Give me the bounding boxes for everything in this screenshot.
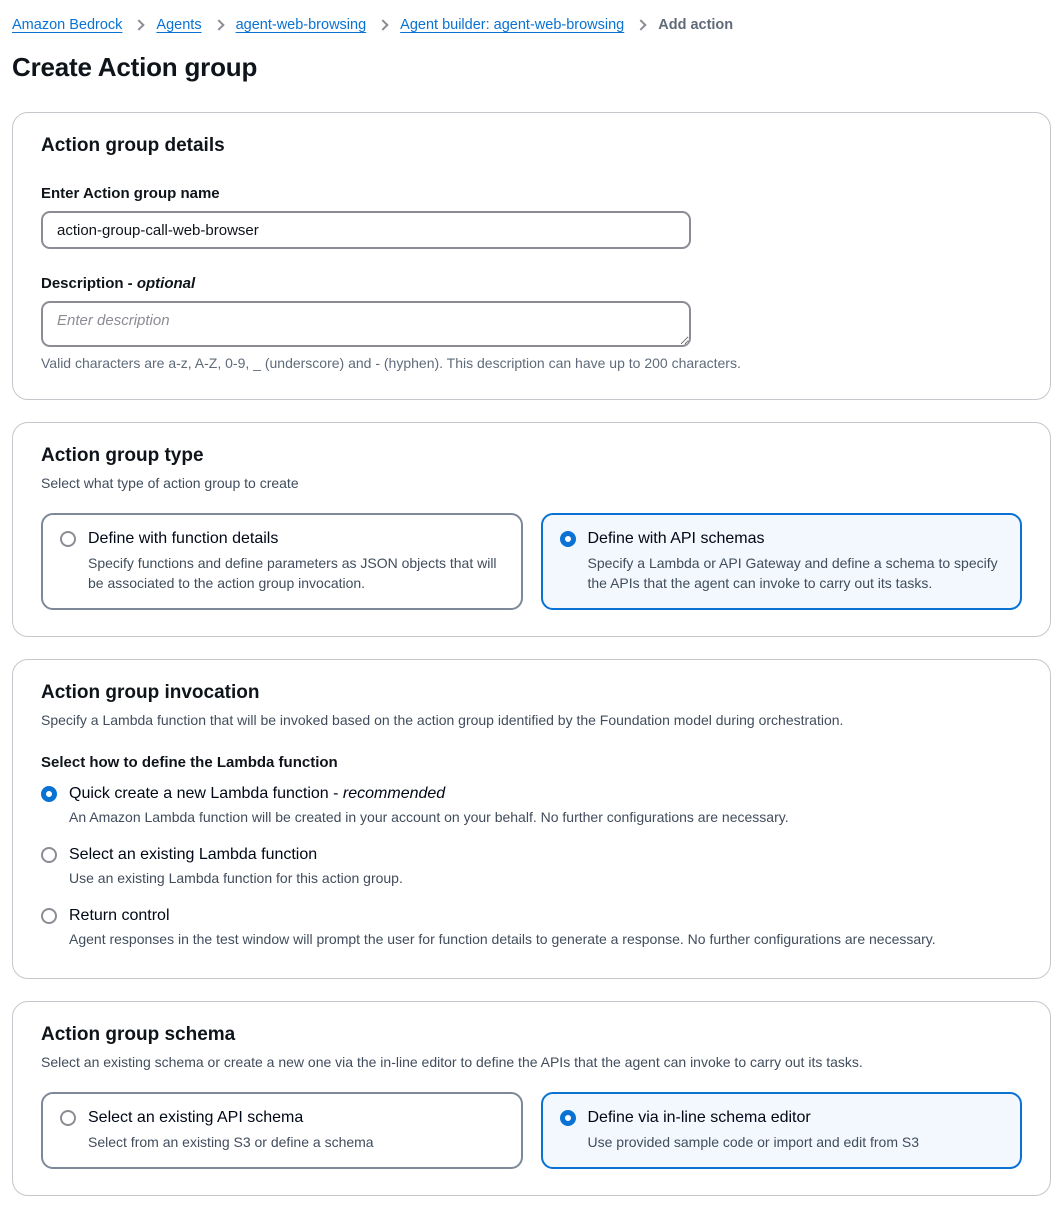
chevron-right-icon xyxy=(213,19,224,30)
description-textarea[interactable] xyxy=(41,301,691,347)
breadcrumb-current-add-action: Add action xyxy=(658,17,734,33)
description-label xyxy=(41,275,1022,292)
radio-icon[interactable] xyxy=(560,531,576,547)
option-description: An Amazon Lambda function will be created in your account on your behalf. No further configurations are necessary. xyxy=(69,809,789,825)
chevron-right-icon xyxy=(636,19,647,30)
tile-title: Define with API schemas xyxy=(587,530,765,547)
invocation-card-subtitle: Specify a Lambda function that will be invoked based on the action group identified by the Foundation model during orchestration. xyxy=(41,712,844,728)
invocation-card-title: Action group invocation xyxy=(41,682,260,703)
description-optional-text: optional xyxy=(136,275,196,292)
option-label xyxy=(69,904,170,927)
option-label-text: Select an existing Lambda function xyxy=(69,846,318,863)
schema-card-subtitle: Select an existing schema or create a new one via the in-line editor to define the APIs that the agent can invoke to carry out its tasks. xyxy=(41,1054,863,1070)
radio-icon[interactable] xyxy=(41,908,57,924)
option-label-emphasis: recommended xyxy=(342,785,446,802)
tile-description: Specify functions and define parameters as JSON objects that will be associated to the action group invocation. xyxy=(88,555,497,591)
description-label-text: Description - xyxy=(41,275,137,292)
tile-define-with-function-details[interactable] xyxy=(41,513,523,610)
option-label xyxy=(69,843,317,866)
action-group-type-card xyxy=(12,422,1051,637)
breadcrumb-link-agent-web-browsing[interactable]: agent-web-browsing xyxy=(235,17,367,33)
radio-icon[interactable] xyxy=(560,1110,576,1126)
option-quick-create-lambda[interactable] xyxy=(41,782,1022,828)
action-group-name-input[interactable] xyxy=(41,211,691,249)
tile-define-with-api-schemas[interactable] xyxy=(541,513,1023,610)
type-card-subtitle: Select what type of action group to create xyxy=(41,475,299,491)
radio-icon[interactable] xyxy=(60,531,76,547)
tile-define-inline-schema-editor[interactable] xyxy=(541,1092,1023,1169)
radio-icon[interactable] xyxy=(41,786,57,802)
tile-title: Define via in-line schema editor xyxy=(587,1109,811,1126)
action-group-invocation-card xyxy=(12,659,1051,979)
action-group-name-label: Enter Action group name xyxy=(41,185,220,202)
radio-icon[interactable] xyxy=(41,847,57,863)
option-description: Use an existing Lambda function for this action group. xyxy=(69,870,403,886)
radio-icon[interactable] xyxy=(60,1110,76,1126)
option-label xyxy=(69,782,445,805)
tile-title: Select an existing API schema xyxy=(88,1109,304,1126)
action-group-details-card xyxy=(12,112,1051,400)
option-select-existing-lambda[interactable] xyxy=(41,843,1022,889)
schema-card-title: Action group schema xyxy=(41,1024,236,1045)
breadcrumb-link-agent-builder[interactable]: Agent builder: agent-web-browsing xyxy=(400,17,625,33)
chevron-right-icon xyxy=(377,19,388,30)
tile-title: Define with function details xyxy=(88,530,279,547)
page-title: Create Action group xyxy=(12,52,258,82)
breadcrumb xyxy=(12,0,1051,35)
details-card-title: Action group details xyxy=(41,135,225,156)
type-tiles xyxy=(41,513,1022,610)
breadcrumb-link-amazon-bedrock[interactable]: Amazon Bedrock xyxy=(12,17,123,33)
tile-description: Specify a Lambda or API Gateway and define a schema to specify the APIs that the agent can invoke to carry out its tasks. xyxy=(587,555,998,591)
tile-description: Use provided sample code or import and edit from S3 xyxy=(587,1134,919,1150)
option-label-text: Return control xyxy=(69,907,170,924)
tile-description: Select from an existing S3 or define a schema xyxy=(88,1134,374,1150)
lambda-function-select-label: Select how to define the Lambda function xyxy=(41,754,338,771)
chevron-right-icon xyxy=(134,19,145,30)
option-label-text: Quick create a new Lambda function - xyxy=(69,785,343,802)
option-description: Agent responses in the test window will prompt the user for function details to generate a response. No further configurations are necessary. xyxy=(69,931,936,947)
schema-tiles xyxy=(41,1092,1022,1169)
breadcrumb-link-agents[interactable]: Agents xyxy=(156,17,202,33)
action-group-schema-card xyxy=(12,1001,1051,1196)
option-return-control[interactable] xyxy=(41,904,1022,950)
tile-select-existing-api-schema[interactable] xyxy=(41,1092,523,1169)
description-helper-text: Valid characters are a-z, A-Z, 0-9, _ (underscore) and - (hyphen). This description can have up to 200 characters. xyxy=(41,355,741,371)
type-card-title: Action group type xyxy=(41,445,204,466)
